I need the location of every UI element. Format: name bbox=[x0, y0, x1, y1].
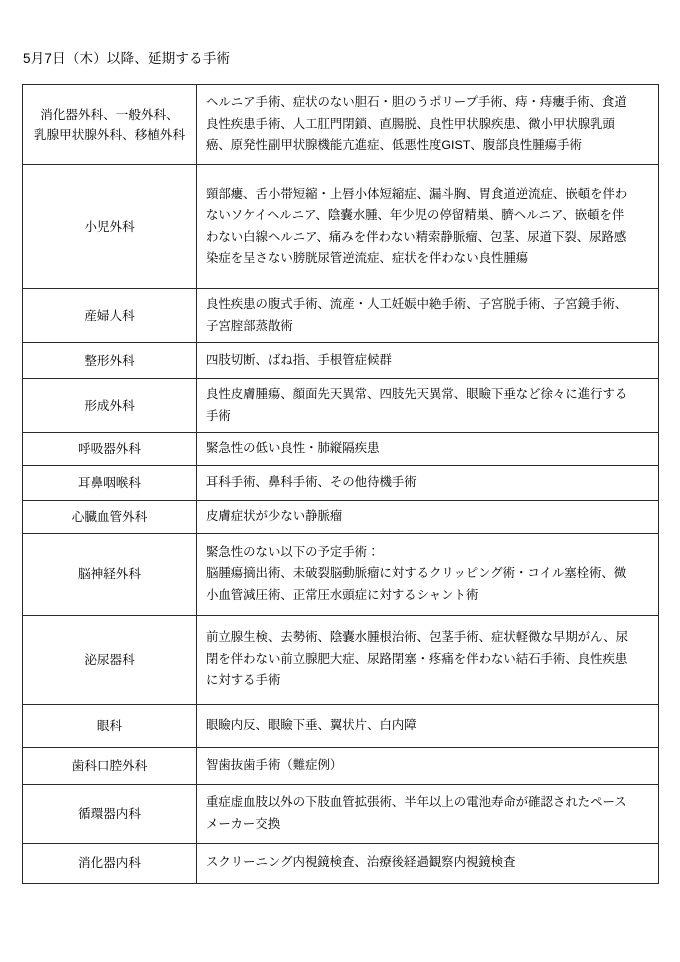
procedures-cell-neuro bbox=[197, 533, 659, 615]
procedure-line: 智歯抜歯手術（難症例） bbox=[206, 757, 343, 772]
procedures-cell-ortho bbox=[197, 343, 659, 379]
procedure-line: 良性疾患手術、人工肛門閉鎖、直腸脱、良性甲状腺疾患、微小甲状腺乳頭 bbox=[206, 116, 615, 131]
table-row bbox=[23, 500, 659, 533]
procedure-line: メーカー交換 bbox=[206, 816, 281, 831]
department-cell-uro bbox=[23, 615, 197, 704]
department-cell-plastic bbox=[23, 379, 197, 433]
procedure-line: 頸部瘻、舌小帯短縮・上唇小体短縮症、漏斗胸、胃食道逆流症、嵌頓を伴わ bbox=[206, 186, 628, 201]
department-cell-ophth bbox=[23, 704, 197, 747]
department-line: 歯科口腔外科 bbox=[71, 758, 148, 773]
procedures-cell-ophth bbox=[197, 704, 659, 747]
procedure-line: ないソケイヘルニア、陰嚢水腫、年少児の停留精巣、臍ヘルニア、嵌頓を伴 bbox=[206, 208, 625, 222]
table-row bbox=[23, 85, 659, 165]
procedure-line: 四肢切断、ばね指、手根管症候群 bbox=[206, 352, 392, 367]
department-line: 耳鼻咽喉科 bbox=[78, 475, 141, 490]
table-row bbox=[23, 615, 659, 704]
procedure-line: に対する手術 bbox=[206, 673, 281, 688]
table-row bbox=[23, 747, 659, 784]
table-row bbox=[23, 433, 659, 466]
department-cell-gi bbox=[23, 85, 197, 165]
procedure-line: 脳腫瘍摘出術、未破裂脳動脈瘤に対するクリッピング術・コイル塞栓術、微 bbox=[206, 566, 627, 581]
procedure-line: 緊急性のない以下の予定手術： bbox=[206, 544, 380, 559]
procedures-cell-ent bbox=[197, 465, 659, 500]
table-row bbox=[23, 289, 659, 343]
department-cell-ent bbox=[23, 465, 197, 500]
procedure-line: 良性皮膚腫瘍、顔面先天異常、四肢先天異常、眼瞼下垂など徐々に進行する bbox=[206, 387, 628, 401]
procedure-line: わない白線ヘルニア、痛みを伴わない精索静脈瘤、包茎、尿道下裂、尿路感 bbox=[206, 229, 627, 244]
procedure-line: 閉を伴わない前立腺肥大症、尿路閉塞・疼痛を伴わない結石手術、良性疾患 bbox=[206, 651, 628, 666]
procedure-line: 緊急性の低い良性・肺縦隔疾患 bbox=[206, 441, 380, 455]
table-row bbox=[23, 784, 659, 843]
postponed-surgery-table bbox=[22, 84, 659, 884]
procedures-cell-plastic bbox=[197, 379, 659, 433]
table-row bbox=[23, 533, 659, 615]
procedure-line: スクリーニング内視鏡検査、治療後経過観察内視鏡検査 bbox=[206, 855, 516, 870]
procedure-line: 染症を呈さない膀胱尿管逆流症、症状を伴わない良性腫瘍 bbox=[206, 251, 529, 265]
procedures-cell-gi bbox=[197, 85, 659, 165]
department-cell-resp bbox=[23, 433, 197, 466]
procedures-cell-uro bbox=[197, 615, 659, 704]
department-line: 呼吸器外科 bbox=[78, 441, 141, 456]
table-row bbox=[23, 465, 659, 500]
table-row bbox=[23, 843, 659, 883]
table-row bbox=[23, 704, 659, 747]
procedure-line: 癌、原発性副甲状腺機能亢進症、低悪性度GIST、腹部良性腫瘍手術 bbox=[206, 138, 582, 153]
department-line: 循環器内科 bbox=[78, 806, 141, 821]
procedure-line: ヘルニア手術、症状のない胆石・胆のうポリープ手術、痔・痔瘻手術、食道 bbox=[206, 95, 627, 110]
table-row bbox=[23, 165, 659, 289]
department-line: 脳神経外科 bbox=[78, 567, 141, 581]
department-cell-cardiovas bbox=[23, 500, 197, 533]
procedures-cell-resp bbox=[197, 433, 659, 466]
procedures-cell-cardiovas bbox=[197, 500, 659, 533]
department-line: 消化器内科 bbox=[78, 856, 141, 870]
procedure-line: 重症虚血肢以外の下肢血管拡張術、半年以上の電池寿命が確認されたペース bbox=[206, 795, 627, 809]
procedure-line: 眼瞼内反、眼瞼下垂、翼状片、白内障 bbox=[206, 717, 417, 732]
procedures-cell-obgyn bbox=[197, 289, 659, 343]
department-line: 産婦人科 bbox=[84, 308, 135, 323]
department-line: 小児外科 bbox=[84, 219, 135, 234]
procedure-line: 小血管減圧術、正常圧水頭症に対するシャント術 bbox=[206, 587, 479, 602]
page-title: 5月7日（木）以降、延期する手術 bbox=[23, 51, 231, 66]
department-line: 眼科 bbox=[96, 718, 123, 733]
department-cell-gastro bbox=[23, 843, 197, 883]
procedure-line: 皮膚症状が少ない静脈瘤 bbox=[206, 508, 343, 523]
department-line: 泌尿器科 bbox=[84, 652, 135, 667]
department-cell-ped bbox=[23, 165, 197, 289]
table-row bbox=[23, 379, 659, 433]
department-cell-cardio bbox=[23, 784, 197, 843]
department-line: 乳腺甲状腺外科、移植外科 bbox=[33, 127, 186, 142]
procedures-cell-ped bbox=[197, 165, 659, 289]
procedure-line: 良性疾患の腹式手術、流産・人工妊娠中絶手術、子宮脱手術、子宮鏡手術、 bbox=[206, 297, 628, 311]
table-row bbox=[23, 343, 659, 379]
department-cell-obgyn bbox=[23, 289, 197, 343]
procedures-cell-dental bbox=[197, 747, 659, 784]
procedure-line: 手術 bbox=[206, 408, 231, 423]
department-line: 整形外科 bbox=[84, 353, 135, 368]
procedure-line: 子宮腟部蒸散術 bbox=[206, 318, 293, 333]
department-line: 形成外科 bbox=[84, 398, 135, 413]
department-cell-dental bbox=[23, 747, 197, 784]
department-cell-ortho bbox=[23, 343, 197, 379]
procedure-line: 前立腺生検、去勢術、陰嚢水腫根治術、包茎手術、症状軽微な早期がん、尿 bbox=[206, 630, 629, 645]
department-cell-neuro bbox=[23, 533, 197, 615]
department-line: 消化器外科、一般外科、 bbox=[40, 107, 179, 122]
procedures-cell-cardio bbox=[197, 784, 659, 843]
department-line: 心臓血管外科 bbox=[71, 509, 148, 524]
procedures-cell-gastro bbox=[197, 843, 659, 883]
procedure-line: 耳科手術、鼻科手術、その他待機手術 bbox=[206, 474, 417, 489]
table-body bbox=[23, 85, 659, 884]
